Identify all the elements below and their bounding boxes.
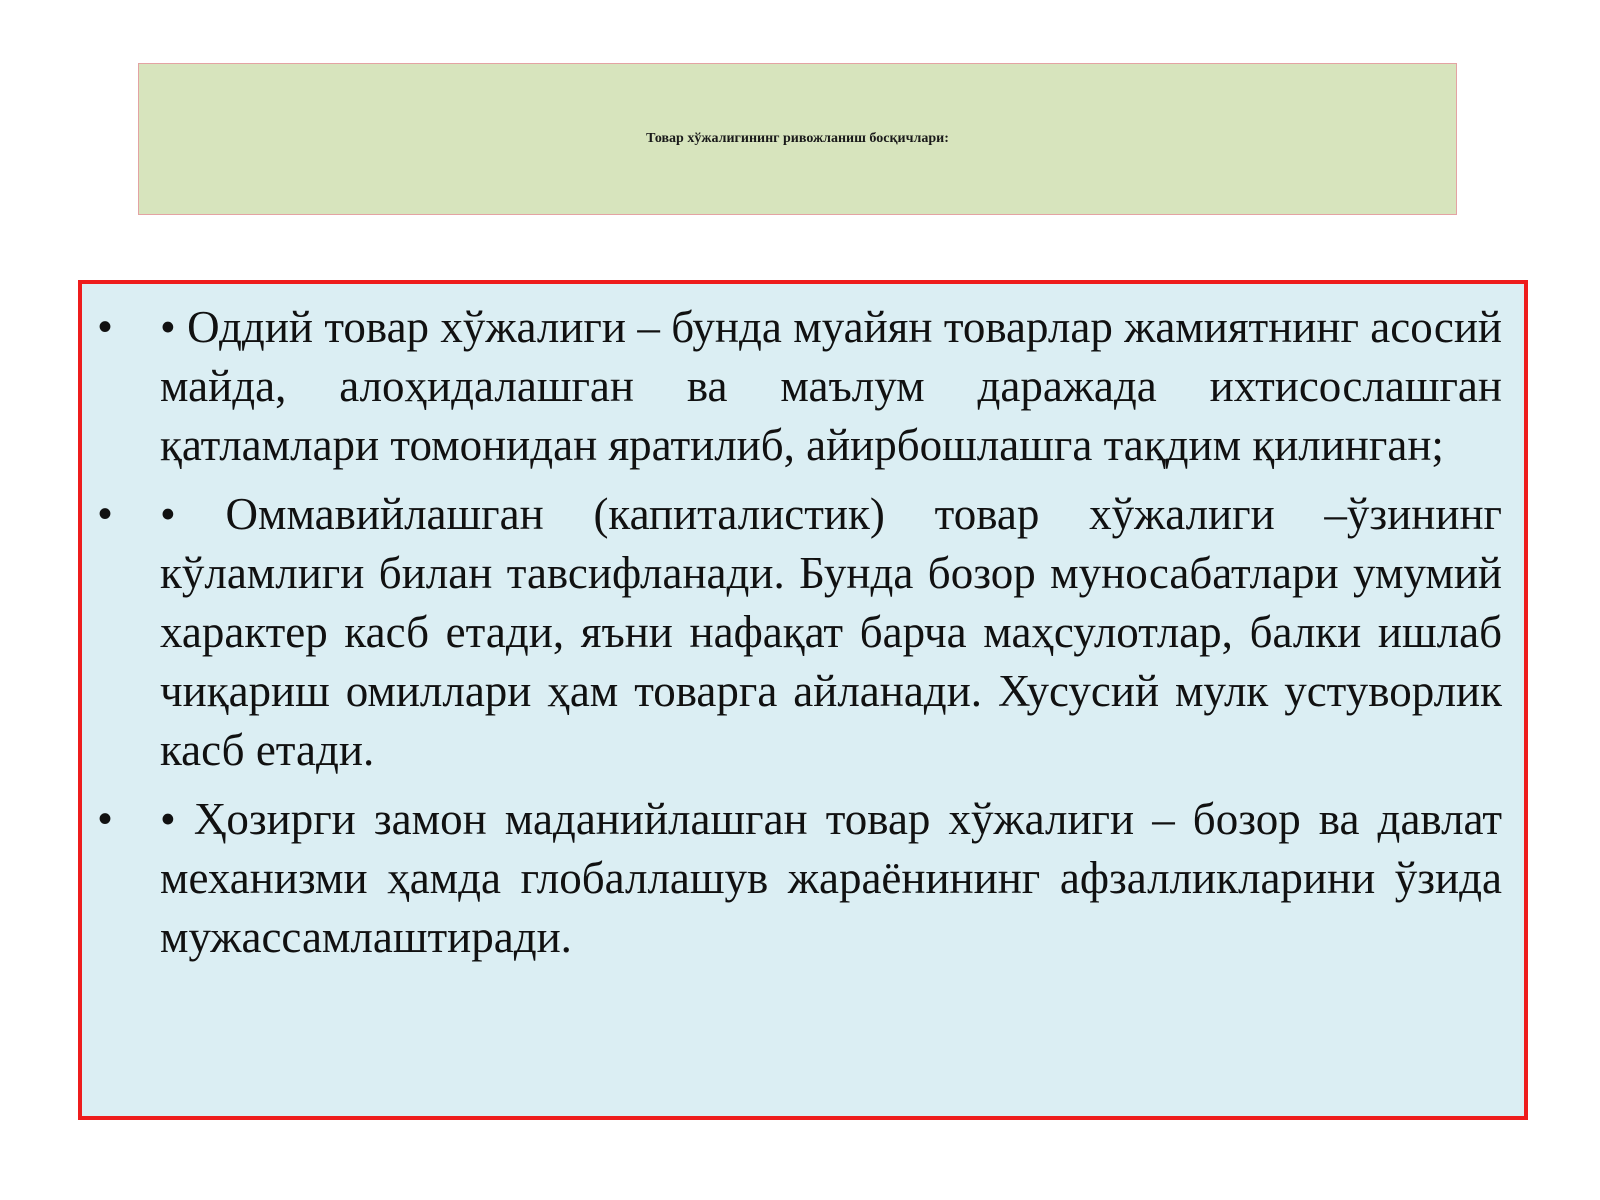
bullet-icon: • — [98, 305, 113, 349]
content-box — [78, 280, 1528, 1120]
list-item — [82, 485, 1502, 780]
bullet-list — [82, 284, 1524, 967]
list-item — [82, 790, 1502, 967]
slide-title: Товар хўжалигининг ривожланиш босқичлари: — [646, 131, 949, 146]
list-item-text: • Ҳозирги замон маданийлашган товар хўжалиги – бозор ва давлат механизми ҳамда глобаллашув жараёнининг афзалликларини ўзида мужассамлаштиради. — [160, 794, 1502, 962]
list-item-text: • Оммавийлашган (капиталистик) товар хўжалиги –ўзининг кўламлиги билан тавсифланади. Бунда бозор муносабатлари умумий характер касб етади, яъни нафақат барча маҳсулотлар, балки ишлаб чиқариш омиллари ҳам товарга айланади. Хусусий мулк устуворлик касб етади. — [160, 489, 1502, 775]
bullet-icon: • — [98, 492, 113, 536]
list-item — [82, 298, 1502, 475]
list-item-text: • Оддий товар хўжалиги – бунда муайян товарлар жамиятнинг асосий майда, алоҳидалашган ва маълум даражада ихтисослашган қатламлари томонидан яратилиб, айирбошлашга тақдим қилинган; — [160, 302, 1502, 470]
bullet-icon: • — [98, 797, 113, 841]
title-box — [138, 63, 1457, 215]
